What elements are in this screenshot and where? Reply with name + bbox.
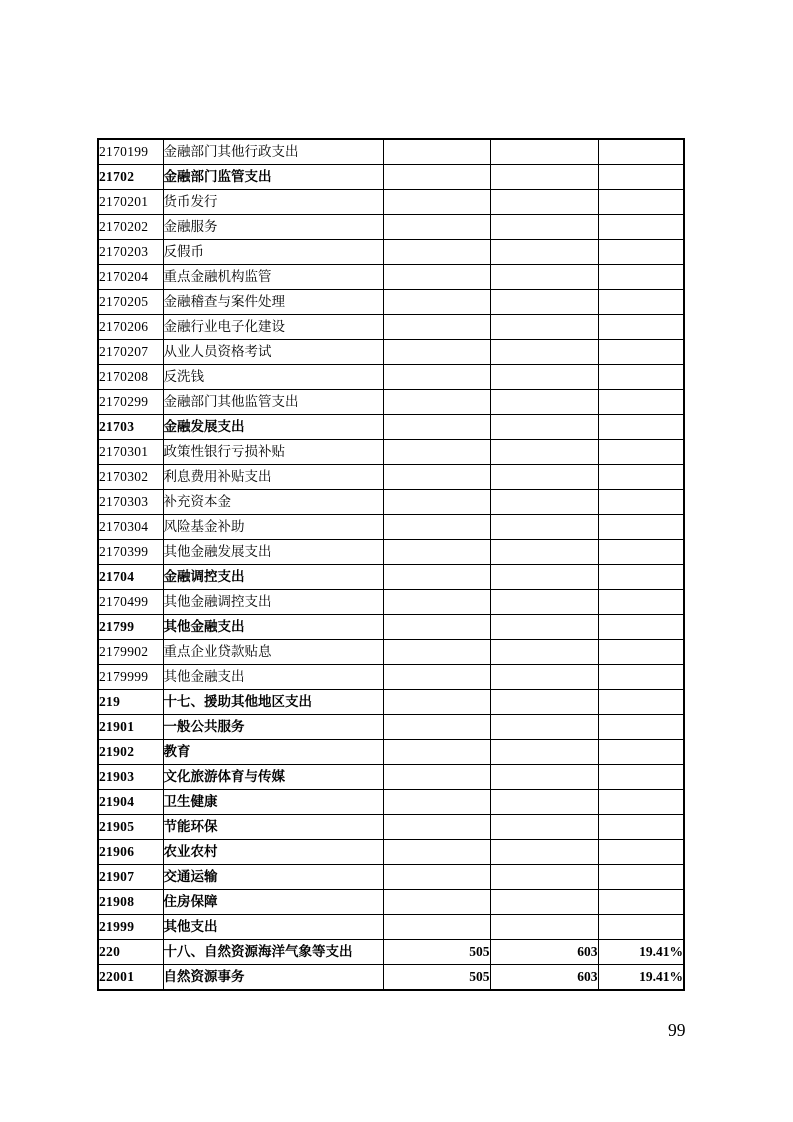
budget-table xyxy=(97,138,685,991)
ratio-cell xyxy=(598,590,684,615)
table-row xyxy=(98,740,684,765)
ratio-cell xyxy=(598,540,684,565)
code-cell: 21904 xyxy=(98,790,163,815)
label-cell: 其他金融支出 xyxy=(163,615,383,640)
value-cell-2 xyxy=(490,740,598,765)
value-cell-1 xyxy=(383,340,490,365)
value-cell-2 xyxy=(490,139,598,165)
value-cell-1 xyxy=(383,240,490,265)
table-row xyxy=(98,265,684,290)
value-cell-1 xyxy=(383,565,490,590)
label-cell: 其他金融发展支出 xyxy=(163,540,383,565)
value-cell-1 xyxy=(383,165,490,190)
budget-table-body xyxy=(98,139,684,990)
table-row xyxy=(98,240,684,265)
table-row xyxy=(98,440,684,465)
ratio-cell xyxy=(598,565,684,590)
label-cell: 补充资本金 xyxy=(163,490,383,515)
value-cell-1 xyxy=(383,465,490,490)
table-row xyxy=(98,215,684,240)
table-row xyxy=(98,715,684,740)
value-cell-1: 505 xyxy=(383,965,490,991)
value-cell-1 xyxy=(383,715,490,740)
label-cell: 交通运输 xyxy=(163,865,383,890)
label-cell: 十七、援助其他地区支出 xyxy=(163,690,383,715)
label-cell: 金融调控支出 xyxy=(163,565,383,590)
table-row xyxy=(98,815,684,840)
code-cell: 21905 xyxy=(98,815,163,840)
code-cell: 2170199 xyxy=(98,139,163,165)
ratio-cell xyxy=(598,615,684,640)
ratio-cell xyxy=(598,740,684,765)
value-cell-2 xyxy=(490,465,598,490)
value-cell-2 xyxy=(490,565,598,590)
label-cell: 文化旅游体育与传媒 xyxy=(163,765,383,790)
label-cell: 农业农村 xyxy=(163,840,383,865)
table-row xyxy=(98,565,684,590)
value-cell-1 xyxy=(383,515,490,540)
value-cell-2 xyxy=(490,615,598,640)
code-cell: 2170302 xyxy=(98,465,163,490)
ratio-cell xyxy=(598,139,684,165)
value-cell-1 xyxy=(383,315,490,340)
value-cell-2 xyxy=(490,865,598,890)
ratio-cell xyxy=(598,865,684,890)
value-cell-1 xyxy=(383,865,490,890)
label-cell: 从业人员资格考试 xyxy=(163,340,383,365)
label-cell: 利息费用补贴支出 xyxy=(163,465,383,490)
code-cell: 2170203 xyxy=(98,240,163,265)
ratio-cell xyxy=(598,315,684,340)
value-cell-2 xyxy=(490,240,598,265)
code-cell: 2170205 xyxy=(98,290,163,315)
ratio-cell xyxy=(598,715,684,740)
ratio-cell xyxy=(598,690,684,715)
table-row xyxy=(98,790,684,815)
value-cell-2 xyxy=(490,665,598,690)
table-row xyxy=(98,340,684,365)
value-cell-1 xyxy=(383,540,490,565)
value-cell-1 xyxy=(383,665,490,690)
value-cell-2 xyxy=(490,415,598,440)
value-cell-1 xyxy=(383,215,490,240)
code-cell: 2179902 xyxy=(98,640,163,665)
value-cell-2 xyxy=(490,390,598,415)
value-cell-1 xyxy=(383,139,490,165)
code-cell: 220 xyxy=(98,940,163,965)
ratio-cell xyxy=(598,240,684,265)
table-row xyxy=(98,765,684,790)
value-cell-2 xyxy=(490,215,598,240)
code-cell: 2170208 xyxy=(98,365,163,390)
label-cell: 金融行业电子化建设 xyxy=(163,315,383,340)
table-row xyxy=(98,540,684,565)
value-cell-1 xyxy=(383,815,490,840)
ratio-cell xyxy=(598,665,684,690)
code-cell: 2170206 xyxy=(98,315,163,340)
code-cell: 21999 xyxy=(98,915,163,940)
value-cell-1 xyxy=(383,740,490,765)
value-cell-1 xyxy=(383,790,490,815)
ratio-cell: 19.41% xyxy=(598,965,684,991)
code-cell: 2170201 xyxy=(98,190,163,215)
label-cell: 金融部门其他行政支出 xyxy=(163,139,383,165)
label-cell: 金融发展支出 xyxy=(163,415,383,440)
value-cell-1 xyxy=(383,690,490,715)
table-row xyxy=(98,139,684,165)
table-row xyxy=(98,590,684,615)
value-cell-2 xyxy=(490,840,598,865)
value-cell-2 xyxy=(490,915,598,940)
table-row xyxy=(98,640,684,665)
table-row xyxy=(98,915,684,940)
ratio-cell xyxy=(598,515,684,540)
value-cell-2: 603 xyxy=(490,940,598,965)
value-cell-1 xyxy=(383,390,490,415)
value-cell-1 xyxy=(383,190,490,215)
ratio-cell xyxy=(598,290,684,315)
ratio-cell xyxy=(598,465,684,490)
table-row xyxy=(98,940,684,965)
value-cell-2 xyxy=(490,290,598,315)
ratio-cell xyxy=(598,390,684,415)
code-cell: 21908 xyxy=(98,890,163,915)
code-cell: 2170299 xyxy=(98,390,163,415)
value-cell-1 xyxy=(383,640,490,665)
label-cell: 一般公共服务 xyxy=(163,715,383,740)
table-row xyxy=(98,315,684,340)
code-cell: 21702 xyxy=(98,165,163,190)
value-cell-2 xyxy=(490,490,598,515)
label-cell: 金融部门监管支出 xyxy=(163,165,383,190)
code-cell: 21799 xyxy=(98,615,163,640)
table-row xyxy=(98,465,684,490)
ratio-cell xyxy=(598,815,684,840)
ratio-cell xyxy=(598,265,684,290)
table-row xyxy=(98,415,684,440)
label-cell: 其他支出 xyxy=(163,915,383,940)
value-cell-2 xyxy=(490,340,598,365)
value-cell-1 xyxy=(383,440,490,465)
code-cell: 2170303 xyxy=(98,490,163,515)
ratio-cell xyxy=(598,490,684,515)
label-cell: 自然资源事务 xyxy=(163,965,383,991)
code-cell: 2170499 xyxy=(98,590,163,615)
value-cell-1 xyxy=(383,915,490,940)
value-cell-2 xyxy=(490,790,598,815)
code-cell: 2170304 xyxy=(98,515,163,540)
value-cell-2 xyxy=(490,815,598,840)
table-row xyxy=(98,890,684,915)
label-cell: 重点企业贷款贴息 xyxy=(163,640,383,665)
value-cell-2 xyxy=(490,315,598,340)
table-row xyxy=(98,390,684,415)
table-row xyxy=(98,190,684,215)
value-cell-1 xyxy=(383,290,490,315)
label-cell: 风险基金补助 xyxy=(163,515,383,540)
code-cell: 2170204 xyxy=(98,265,163,290)
label-cell: 金融稽查与案件处理 xyxy=(163,290,383,315)
value-cell-2 xyxy=(490,690,598,715)
code-cell: 21901 xyxy=(98,715,163,740)
ratio-cell xyxy=(598,340,684,365)
value-cell-2 xyxy=(490,190,598,215)
table-row xyxy=(98,865,684,890)
label-cell: 金融服务 xyxy=(163,215,383,240)
value-cell-1 xyxy=(383,365,490,390)
code-cell: 21902 xyxy=(98,740,163,765)
code-cell: 2170207 xyxy=(98,340,163,365)
code-cell: 21907 xyxy=(98,865,163,890)
value-cell-2 xyxy=(490,440,598,465)
value-cell-2 xyxy=(490,165,598,190)
value-cell-2 xyxy=(490,640,598,665)
code-cell: 22001 xyxy=(98,965,163,991)
value-cell-1 xyxy=(383,840,490,865)
value-cell-2 xyxy=(490,590,598,615)
value-cell-1 xyxy=(383,890,490,915)
table-row xyxy=(98,290,684,315)
ratio-cell xyxy=(598,890,684,915)
value-cell-1 xyxy=(383,265,490,290)
label-cell: 重点金融机构监管 xyxy=(163,265,383,290)
value-cell-2 xyxy=(490,715,598,740)
label-cell: 其他金融支出 xyxy=(163,665,383,690)
ratio-cell xyxy=(598,915,684,940)
value-cell-1 xyxy=(383,415,490,440)
code-cell: 21704 xyxy=(98,565,163,590)
value-cell-2 xyxy=(490,540,598,565)
code-cell: 21703 xyxy=(98,415,163,440)
code-cell: 2170399 xyxy=(98,540,163,565)
label-cell: 住房保障 xyxy=(163,890,383,915)
table-row xyxy=(98,690,684,715)
label-cell: 节能环保 xyxy=(163,815,383,840)
table-row xyxy=(98,615,684,640)
ratio-cell xyxy=(598,215,684,240)
value-cell-1 xyxy=(383,615,490,640)
label-cell: 金融部门其他监管支出 xyxy=(163,390,383,415)
code-cell: 2170301 xyxy=(98,440,163,465)
ratio-cell xyxy=(598,840,684,865)
value-cell-2: 603 xyxy=(490,965,598,991)
label-cell: 其他金融调控支出 xyxy=(163,590,383,615)
table-row xyxy=(98,515,684,540)
table-row xyxy=(98,365,684,390)
ratio-cell xyxy=(598,440,684,465)
ratio-cell xyxy=(598,765,684,790)
value-cell-2 xyxy=(490,765,598,790)
table-row xyxy=(98,840,684,865)
table-row xyxy=(98,165,684,190)
label-cell: 卫生健康 xyxy=(163,790,383,815)
ratio-cell xyxy=(598,190,684,215)
table-row xyxy=(98,965,684,991)
page-number: 99 xyxy=(668,1020,686,1040)
label-cell: 政策性银行亏损补贴 xyxy=(163,440,383,465)
label-cell: 反洗钱 xyxy=(163,365,383,390)
value-cell-2 xyxy=(490,515,598,540)
label-cell: 反假币 xyxy=(163,240,383,265)
value-cell-2 xyxy=(490,265,598,290)
label-cell: 十八、自然资源海洋气象等支出 xyxy=(163,940,383,965)
code-cell: 21906 xyxy=(98,840,163,865)
table-row xyxy=(98,490,684,515)
value-cell-1 xyxy=(383,590,490,615)
label-cell: 货币发行 xyxy=(163,190,383,215)
code-cell: 21903 xyxy=(98,765,163,790)
ratio-cell xyxy=(598,640,684,665)
ratio-cell xyxy=(598,415,684,440)
code-cell: 2170202 xyxy=(98,215,163,240)
value-cell-1 xyxy=(383,490,490,515)
ratio-cell xyxy=(598,165,684,190)
ratio-cell xyxy=(598,365,684,390)
value-cell-2 xyxy=(490,365,598,390)
ratio-cell: 19.41% xyxy=(598,940,684,965)
value-cell-2 xyxy=(490,890,598,915)
value-cell-1 xyxy=(383,765,490,790)
value-cell-1: 505 xyxy=(383,940,490,965)
code-cell: 2179999 xyxy=(98,665,163,690)
ratio-cell xyxy=(598,790,684,815)
label-cell: 教育 xyxy=(163,740,383,765)
code-cell: 219 xyxy=(98,690,163,715)
table-row xyxy=(98,665,684,690)
